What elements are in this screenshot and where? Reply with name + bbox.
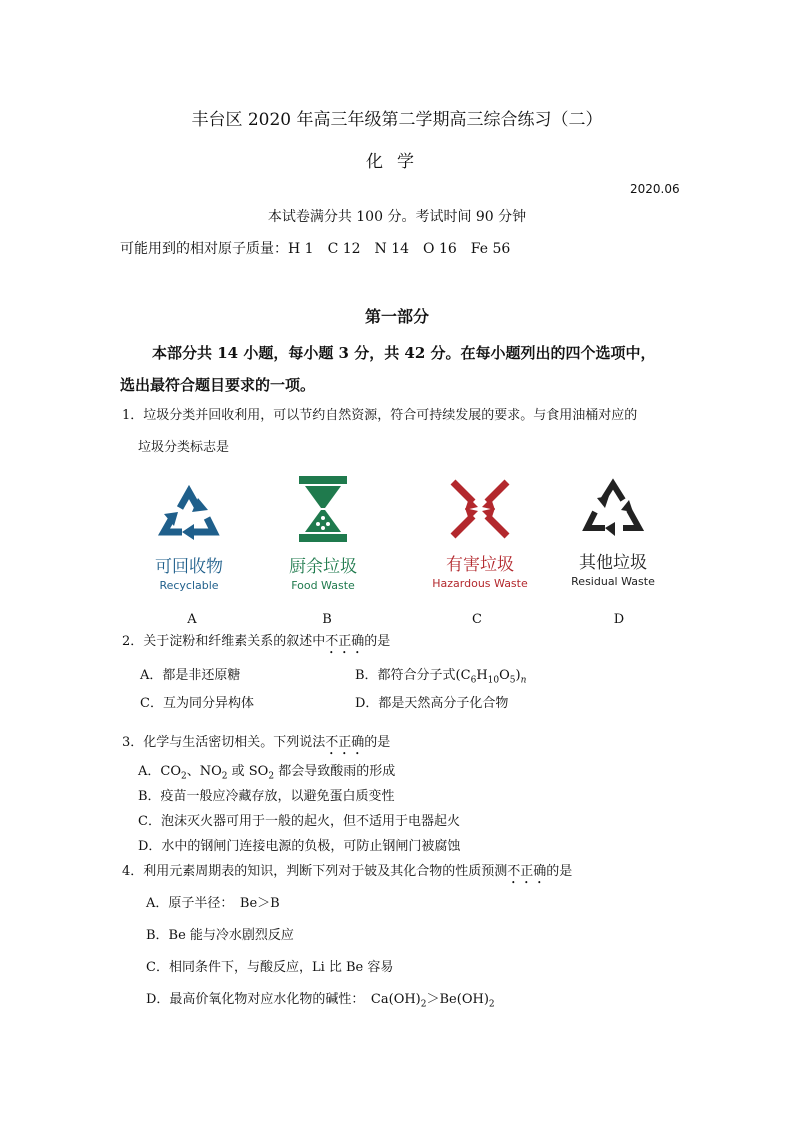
option-letter-b: B bbox=[322, 612, 332, 627]
q2-option-d: D．都是天然高分子化合物 bbox=[355, 696, 509, 711]
q4-emphasis: 不正确 bbox=[507, 864, 547, 879]
q4-option-b: B．Be 能与冷水剧烈反应 bbox=[146, 928, 294, 943]
q4-stem: 4．利用元素周期表的知识，判断下列对于铍及其化合物的性质预测不正确的是 bbox=[122, 864, 573, 879]
recycle-arrows-icon bbox=[154, 478, 224, 544]
exam-info: 本试卷满分共 100 分。考试时间 90 分钟 bbox=[267, 209, 527, 225]
q2-option-c: C．互为同分异构体 bbox=[140, 696, 254, 711]
option-letter-d: D bbox=[613, 612, 625, 627]
hazardous-waste-label-en: Hazardous Waste bbox=[432, 577, 528, 590]
q4-option-d: D．最高价氧化物对应水化物的碱性： $Ca(OH)_2>Be(OH)_2$ bbox=[146, 992, 495, 1010]
q2-stem: 2．关于淀粉和纤维素关系的叙述中不正确的是 bbox=[122, 634, 391, 649]
residual-waste-icon bbox=[581, 476, 645, 540]
recyclable-symbol bbox=[124, 478, 254, 592]
q1-stem-line2: 垃圾分类标志是 bbox=[138, 440, 230, 455]
q4-option-c: C．相同条件下，与酸反应，Li 比 Be 容易 bbox=[146, 960, 394, 975]
q3-option-c: C．泡沫灭火器可用于一般的起火，但不适用于电器起火 bbox=[138, 814, 460, 829]
q3-option-a: A．$CO_2$、$NO_2$ 或 $SO_2$ 都会导致酸雨的形成 bbox=[138, 764, 396, 782]
q2-option-b: B．都符合分子式$(C_6H_{10}O_5)_n$ bbox=[355, 668, 527, 686]
instructions-line2: 选出最符合题目要求的一项。 bbox=[120, 376, 316, 394]
q4-option-a: A．原子半径： Be＞B bbox=[146, 896, 280, 911]
atomic-masses: 可能用到的相对原子质量：H 1 C 12 N 14 O 16 Fe 56 bbox=[120, 241, 511, 257]
hazardous-waste-symbol bbox=[415, 476, 545, 590]
part-heading: 第一部分 bbox=[364, 307, 429, 326]
recyclable-label-en: Recyclable bbox=[159, 579, 219, 592]
hazard-cross-icon bbox=[447, 476, 513, 542]
subject-title: 化学 bbox=[366, 152, 428, 172]
residual-waste-symbol bbox=[548, 476, 678, 588]
option-letter-c: C bbox=[472, 612, 482, 627]
instructions-line1: 本部分共 14 小题，每小题 3 分，共 42 分。在每小题列出的四个选项中， bbox=[152, 344, 656, 362]
residual-waste-label-en: Residual Waste bbox=[571, 575, 655, 588]
option-letter-a: A bbox=[187, 612, 197, 627]
q3-option-d: D．水中的钢闸门连接电源的负极，可防止钢闸门被腐蚀 bbox=[138, 839, 461, 854]
hazardous-waste-label-cn: 有害垃圾 bbox=[446, 555, 514, 575]
q2-emphasis: 不正确 bbox=[325, 634, 365, 649]
q2-option-a: A．都是非还原糖 bbox=[140, 668, 241, 683]
recyclable-label-cn: 可回收物 bbox=[155, 557, 223, 577]
q3-option-b: B．疫苗一般应冷藏存放，以避免蛋白质变性 bbox=[138, 789, 395, 804]
exam-title: 丰台区 2020 年高三年级第二学期高三综合练习（二） bbox=[191, 110, 603, 130]
residual-waste-label-cn: 其他垃圾 bbox=[579, 553, 647, 573]
food-waste-symbol bbox=[258, 474, 388, 592]
q1-stem-line1: 1．垃圾分类并回收利用，可以节约自然资源，符合可持续发展的要求。与食用油桶对应的 bbox=[122, 408, 638, 423]
food-waste-label-cn: 厨余垃圾 bbox=[289, 557, 357, 577]
exam-date: 2020.06 bbox=[630, 182, 680, 196]
hourglass-icon bbox=[295, 474, 351, 544]
q3-emphasis: 不正确 bbox=[325, 735, 365, 750]
q3-stem: 3．化学与生活密切相关。下列说法不正确的是 bbox=[122, 735, 391, 750]
food-waste-label-en: Food Waste bbox=[291, 579, 355, 592]
